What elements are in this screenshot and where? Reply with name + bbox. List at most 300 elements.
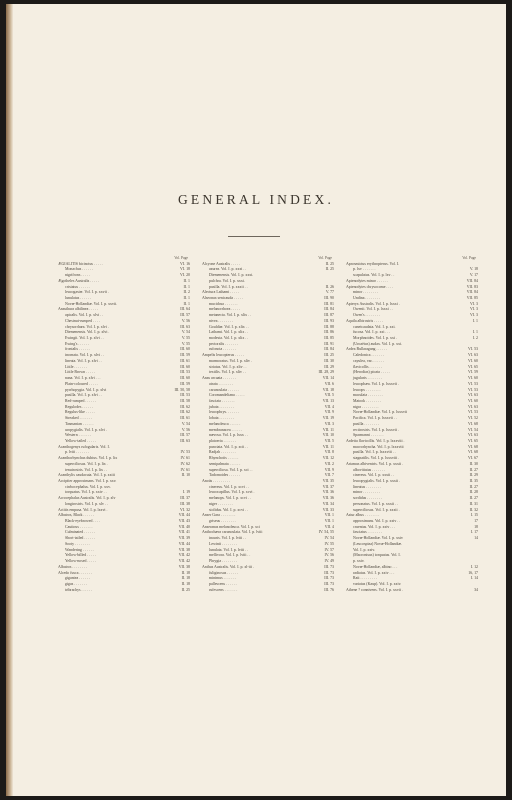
- index-entry-name: Anoüs . . . . . . . . .: [202, 479, 230, 483]
- index-entry-ref: II. 35: [469, 479, 478, 483]
- index-entry-ref: VI. 67: [468, 456, 478, 461]
- index-entry-ref: III. 73: [324, 570, 334, 575]
- index-entry-ref: II. 18: [181, 581, 190, 586]
- index-entry-name: Aptenodytes minor . . . . . .: [346, 278, 388, 283]
- index-entry-ref: I. 12: [470, 564, 478, 569]
- index-entry-name: cruentus. Vol. I. p. xxiv . . .: [353, 524, 396, 529]
- index-entry-ref: VII. 3: [324, 421, 334, 426]
- index-entry-ref: VII. 40: [178, 524, 190, 529]
- index-entry-ref: VII. 42: [178, 553, 190, 558]
- vol-page-header: Vol. Page: [318, 256, 332, 260]
- index-entry-name: (Uroaëtus) audax. Vol. I. p. xxi.: [353, 341, 403, 346]
- index-entry-ref: II. 27: [469, 467, 478, 472]
- index-entry-ref: IV. 54: [324, 536, 334, 541]
- index-entry-ref: VI. 52: [468, 416, 478, 421]
- index-entry-name: jugularis . . . . . . . .: [353, 376, 383, 381]
- index-entry-ref: VII. 41: [178, 530, 190, 535]
- index-entry-name: atrata . . . . . . . .: [209, 381, 234, 386]
- index-entry-name: leucops . . . . . . . .: [353, 387, 381, 392]
- index-entry-ref: VI. 20: [180, 273, 190, 278]
- index-entry-ref: VI. 63: [468, 433, 478, 438]
- index-entry-ref: 34: [474, 587, 478, 592]
- index-entry-name: pallescens . . . . . .: [209, 581, 237, 586]
- index-entry-name: p. lviii . . . . . . .: [65, 450, 89, 455]
- index-entry-ref: V. 55: [181, 341, 190, 346]
- index-entry-ref: VI. 54: [468, 427, 478, 432]
- index-entry-name: Novæ-Hollandiæ. Vol. I. p. xxiv: [353, 536, 404, 541]
- index-entry-ref: VII. 11: [322, 444, 334, 449]
- index-entry-ref: VI. 53: [468, 347, 478, 352]
- index-entry-name: stolidus. Vol. I. p. xcvi . .: [209, 507, 248, 512]
- index-entry-name: Radjah . . . . . . . .: [209, 450, 236, 455]
- index-entry-name: mellivora. Vol. I. p. lviii . .: [209, 553, 251, 558]
- index-entry-ref: II. 10: [181, 473, 190, 478]
- index-entry-ref: VII. 14: [322, 376, 334, 381]
- index-entry-ref: VII. 37: [322, 484, 334, 489]
- index-entry-ref: III. 73: [324, 581, 334, 586]
- index-entry-ref: III. 73: [324, 564, 334, 569]
- index-entry-ref: VI. 65: [468, 438, 478, 443]
- index-entry-ref: II. 2: [183, 290, 190, 295]
- index-entry-ref: III. 50, 58: [174, 387, 190, 392]
- index-entry-ref: V. 77: [325, 290, 334, 295]
- index-entry-name: Plain-coloured . . . . .: [65, 381, 98, 386]
- index-entry-name: cayulea, var. . . . . . .: [353, 358, 385, 363]
- index-entry-name: pusilla. Vol. I. p. lxxxviii . .: [353, 450, 396, 455]
- index-entry-ref: VI. 53: [468, 387, 478, 392]
- book-page: [6, 4, 506, 796]
- index-entry-name: lineatus . . . . . . . .: [353, 484, 381, 489]
- index-entry-ref: III. 61: [180, 358, 190, 363]
- index-entry-name: lunulata. Vol. I. p. lviii . .: [209, 547, 248, 552]
- index-entry-name: Actitis empusa. Vol. I. p. lxxvi .: [58, 507, 108, 512]
- index-entry-name: (Herodias) picata . . . . .: [353, 370, 390, 375]
- index-entry-name: mucidosa . . . . . . .: [209, 301, 238, 306]
- index-entry-ref: VII. 18: [322, 387, 334, 392]
- index-entry-ref: VI. 60: [468, 398, 478, 403]
- index-entry-name: Ardetta flavicollis. Vol. I. p. lxxxviii .: [346, 438, 405, 443]
- index-entry-ref: III. 59: [180, 381, 190, 386]
- index-entry-name: textilis. Vol. I. p. xliv . .: [209, 370, 246, 375]
- index-entry-name: Ampelis leucopterus . . . . .: [202, 353, 244, 358]
- index-entry-name: inauris. Vol. I. p. lviii . .: [209, 536, 247, 541]
- page-binding-edge: [6, 4, 13, 796]
- index-column-1: [58, 256, 190, 593]
- index-entry-name: Acanthorhynchus dubius. Vol. I. p. lix: [58, 456, 118, 461]
- index-entry-name: Caledonica . . . . . . .: [353, 353, 385, 358]
- index-entry-name: approximans. Vol. I. p. xxiv . .: [353, 519, 401, 524]
- index-entry-name: Diemenensis. Vol. I. p. xxxi.: [209, 273, 254, 278]
- index-entry-ref: VI. 53: [468, 381, 478, 386]
- index-entry-ref: III. 29: [324, 364, 334, 369]
- index-entry-ref: VI. 32: [180, 507, 190, 512]
- index-entry-name: Anser Gara . . . . . . . .: [202, 513, 236, 518]
- index-entry-ref: 18: [474, 524, 478, 529]
- index-entry-name: Raii . . . . . . . . .: [353, 576, 377, 581]
- index-entry-ref: II. 1: [183, 278, 190, 283]
- index-entry-name: leucophæa. Vol. I. p. lxxxvii .: [353, 381, 399, 386]
- index-entry-ref: VI. 18: [180, 267, 190, 272]
- index-entry-name: stagnatilis. Vol. I. p. lxxxviii .: [353, 456, 400, 461]
- index-entry-name: Alcedo fusca . . . . . . .: [58, 570, 93, 575]
- index-entry-name: Lewinii . . . . . . . .: [209, 541, 237, 546]
- index-entry-name: flavicollis . . . . . . .: [353, 364, 383, 369]
- index-entry-name: fuliginosus . . . . . .: [209, 570, 238, 575]
- index-entry-name: pusilla . . . . . . . .: [353, 421, 379, 426]
- index-entry-name: membranacea . . . . . .: [209, 427, 243, 432]
- index-entry-ref: VII. 4: [324, 524, 334, 529]
- index-entry-name: Accipiter approximans. Vol. I. p. xxv.: [58, 479, 117, 483]
- index-entry-ref: VI. 3: [470, 313, 478, 318]
- index-entry-name: melanoleuca . . . . . .: [209, 421, 241, 426]
- index-entry-ref: VI. 63: [468, 393, 478, 398]
- index-entry-ref: III. 60: [180, 376, 190, 381]
- index-entry-ref: VII. 5: [324, 438, 334, 443]
- index-entry-name: apicalis. Vol. I. p. xlvi . .: [65, 313, 104, 318]
- index-entry-ref: VI. 59: [468, 370, 478, 375]
- index-entry-name: macrorhyncha. Vol. I. p. lxxxviii: [353, 444, 404, 449]
- index-entry-name: lobata . . . . . . . .: [209, 416, 235, 421]
- index-entry-name: jubata . . . . . . . .: [209, 404, 235, 409]
- index-entry-ref: III. 84: [324, 307, 334, 312]
- index-entry-ref: I. 14: [470, 576, 478, 581]
- index-entry-name: Aptenodytes chrysocome . . . .: [346, 284, 394, 289]
- index-entry-name: Athene ? connivens. Vol. I. p. xxvii .: [346, 587, 403, 592]
- index-entry-ref: III. 87: [324, 313, 334, 318]
- index-entry-ref: V. 55: [181, 336, 190, 341]
- index-entry-ref: III. 57: [180, 313, 190, 318]
- index-entry-ref: III. 81: [324, 301, 334, 306]
- index-entry-name: Acanthogenys rufogularis. Vol. I.: [58, 444, 110, 449]
- index-entry-ref: IV. 49: [324, 559, 334, 564]
- index-entry-name: frontalis . . . . . .: [65, 347, 90, 352]
- index-entry-name: tenuirostris. Vol. I. p. lix . .: [65, 467, 107, 472]
- index-entry-ref: V. 56: [181, 318, 190, 323]
- index-entry-name: Acrocephalus Australis. Vol. I. p. xlv: [58, 496, 116, 501]
- index-entry-ref: I. 2: [472, 336, 478, 341]
- index-entry-ref: VII. 5: [324, 393, 334, 398]
- index-entry-ref: III. 91: [324, 341, 334, 346]
- index-entry-name: personatus. Vol. I. p. xxxii . .: [353, 501, 398, 506]
- index-entry-ref: IV. 53: [180, 450, 190, 455]
- index-entry-name: Lathami. Vol. I. p. xlix . .: [209, 330, 249, 335]
- index-entry-name: punctata. Vol. I. p. xcii . .: [209, 444, 249, 449]
- index-entry-name: torquatus. Vol. I. p. xxiv . .: [65, 490, 107, 495]
- index-entry-ref: VI. 68: [468, 421, 478, 426]
- index-entry-ref: VI. 3: [470, 307, 478, 312]
- index-entry-name: Phrygia . . . . . . . .: [209, 559, 237, 564]
- index-entry-name: cristatus . . . . . .: [65, 284, 90, 289]
- index-entry-ref: II. 26: [325, 284, 334, 289]
- index-entry-ref: VII. 84: [466, 278, 478, 283]
- index-entry-name: rufescens . . . . . . .: [209, 587, 238, 592]
- index-entry-name: pulchra. Vol. I. p. xxxi.: [209, 278, 245, 283]
- index-entry-ref: VII. 36: [322, 496, 334, 501]
- index-entry-ref: II. 25: [325, 267, 334, 272]
- index-entry-ref: IV. 54, 55: [318, 530, 334, 535]
- index-entry-name: melanorrhoea . . . . .: [209, 307, 241, 312]
- index-entry-ref: II. 30: [469, 461, 478, 466]
- index-entry-name: uropygialis. Vol. I. p. xlvi .: [65, 427, 107, 432]
- index-entry-ref: VII. 1: [324, 519, 334, 524]
- index-entry-ref: II. 18: [181, 576, 190, 581]
- index-entry-name: tribrachys . . . . . .: [65, 587, 93, 592]
- index-entry-ref: VII. 9: [324, 410, 334, 415]
- index-entry-name: p. xxiv.: [353, 559, 365, 564]
- index-entry-name: cinereus. Vol. I. p. xxxii . .: [353, 473, 395, 478]
- index-entry-ref: IV. 61: [180, 467, 190, 472]
- index-entry-name: Alectura Lathami . . . . .: [202, 290, 240, 295]
- index-entry-ref: IV. 55: [324, 541, 334, 546]
- index-entry-ref: II. 25: [181, 587, 190, 592]
- index-entry-ref: III. 38: [180, 501, 190, 506]
- index-entry-name: superciliosus. Vol. I. p. xxxii .: [353, 507, 400, 512]
- index-entry-ref: VII. 38: [178, 547, 190, 552]
- index-entry-name: Culminated . . . . . .: [65, 530, 95, 535]
- index-entry-name: Black-eyebrowed . . . .: [65, 519, 101, 524]
- index-entry-name: fasciata . . . . . . .: [209, 398, 235, 403]
- index-entry-name: Matook . . . . . . . .: [353, 398, 381, 403]
- index-entry-name: Gouldiæ. Vol. I. p. xlix . .: [209, 324, 249, 329]
- index-entry-ref: V. 56: [181, 427, 190, 432]
- index-entry-name: modesta. Vol. I. p. xlix . .: [209, 336, 249, 341]
- index-entry-ref: V. 17: [469, 273, 478, 278]
- index-entry-name: Morphnoides. Vol. I. p. xxi .: [353, 336, 397, 341]
- index-entry-ref: II. 31: [469, 501, 478, 506]
- index-entry-name: Sparmanni . . . . . . .: [353, 433, 384, 438]
- index-entry-name: pusilla. Vol. I. p. xxxii . .: [209, 284, 248, 289]
- index-entry-ref: VI. 68: [468, 450, 478, 455]
- index-entry-name: rufonota . . . . . . .: [209, 347, 236, 352]
- index-entry-ref: IV. 61: [180, 456, 190, 461]
- index-entry-name: Tasmanian . . . . . .: [65, 421, 94, 426]
- index-entry-ref: III. 30: [324, 358, 334, 363]
- index-entry-ref: VII. 7: [324, 473, 334, 478]
- index-entry-name: Pacifica. Vol. I. p. lxxxvii . .: [353, 416, 397, 421]
- index-entry-name: Anthus Australis. Vol. I. p. xl-iii .: [202, 564, 254, 569]
- index-entry-name: chrysorrhœa. Vol. I. p. xlvi .: [65, 324, 109, 329]
- index-entry-name: gigas . . . . . . .: [65, 581, 87, 586]
- index-entry-name: Coromandeliana . . . . .: [209, 393, 245, 398]
- index-entry-ref: VI. 60: [468, 376, 478, 381]
- index-entry-ref: VII. 85: [466, 296, 478, 300]
- index-entry-name: pectoralis . . . . . . .: [209, 341, 238, 346]
- index-entry-name: azurea. Vol. I. p. xxxi . .: [209, 267, 247, 272]
- index-entry: [202, 588, 334, 594]
- index-entry-ref: VII. 13: [322, 398, 334, 403]
- index-entry-name: Astur albus . . . . . . . .: [346, 513, 380, 518]
- index-entry-ref: VII. 6: [324, 381, 334, 386]
- index-entry-ref: III. 90: [324, 296, 334, 300]
- index-entry-name: nivea . . . . . . . .: [209, 318, 233, 323]
- index-entry-ref: V. 54: [181, 330, 190, 335]
- index-entry-ref: VII. 2: [324, 461, 334, 466]
- index-entry-name: melanops. Vol. I. p. xcvi . .: [209, 496, 251, 501]
- index-entry-name: superciliosa. Vol. I. p. xci . .: [209, 467, 253, 472]
- index-entry-name: longirostris. Vol. I. p. xlv . .: [65, 501, 108, 506]
- index-entry-name: Sooty . . . . . . . .: [65, 541, 90, 546]
- index-entry-name: Red-rumped . . . . . .: [65, 398, 97, 403]
- index-entry-ref: VII. 43: [178, 519, 190, 524]
- index-entry-ref: VII. 84: [466, 290, 478, 295]
- index-entry-name: Streaked . . . . . . .: [65, 416, 93, 421]
- index-entry-ref: 17: [474, 519, 478, 524]
- index-entry-ref: III. 63: [180, 438, 190, 443]
- index-entry-ref: VII. 19: [322, 416, 334, 421]
- index-entry-name: marmoratus. Vol. I. p. xliv .: [209, 358, 252, 363]
- index-entry-name: gigantea . . . . . .: [65, 576, 90, 581]
- index-entry-ref: VI. 63: [468, 353, 478, 358]
- index-entry: [58, 588, 190, 594]
- index-entry-ref: VI. 16: [180, 261, 190, 266]
- index-entry-name: cinereus. Vol. I. p. xcvi . .: [209, 484, 249, 489]
- index-entry-name: Novæ-Hollandiæ, albino . . .: [353, 564, 398, 569]
- index-entry-ref: VII. 9: [324, 467, 334, 472]
- index-entry: [346, 588, 478, 594]
- index-entry-ref: III. 86: [324, 330, 334, 335]
- index-entry-ref: III. 60: [180, 347, 190, 352]
- index-entry-name: leucocapillus. Vol. I. p. xcvi .: [209, 490, 255, 495]
- index-entry-name: lineata. Vol. I. p. xlvi . .: [65, 358, 102, 363]
- index-entry-ref: IV. 62: [180, 461, 190, 466]
- index-entry-ref: I. 17: [470, 530, 478, 535]
- index-entry-ref: III. 85: [324, 336, 334, 341]
- index-entry-name: striatus. Vol. I. p. xliv . .: [209, 364, 247, 369]
- index-entry-name: Regulus-like . . . . .: [65, 410, 95, 415]
- index-entry-ref: VI. 53: [468, 410, 478, 415]
- index-entry-ref: III. 53: [180, 370, 190, 375]
- index-entry-name: (Macronisus) torquatus. Vol. I.: [353, 553, 401, 558]
- page-title: GENERAL INDEX.: [177, 192, 335, 207]
- index-column-2: [202, 256, 334, 593]
- index-entry-name: lunulatus . . . . . .: [65, 296, 91, 300]
- index-entry-name: fasciatus . . . . . . . .: [353, 530, 383, 535]
- index-entry-ref: V. 54: [181, 421, 190, 426]
- index-entry-name: Ardea Bullaragang . . . . . .: [346, 347, 388, 352]
- index-entry-name: Yellow-billed . . . . .: [65, 553, 96, 558]
- index-entry-name: Anasthura albilinea . . . . .: [58, 307, 99, 312]
- index-entry-name: Rhynchotis . . . . . .: [209, 456, 239, 461]
- index-entry-name: Wandering . . . . . .: [65, 547, 94, 552]
- index-entry-ref: II. 28: [469, 490, 478, 495]
- index-entry-ref: VII. 42: [178, 559, 190, 564]
- index-entry-ref: III. 37: [180, 496, 190, 501]
- index-entry-ref: II. 29: [469, 473, 478, 478]
- index-entry-name: Monachus . . . . . .: [65, 267, 93, 272]
- index-entry-name: Undina . . . . . . . .: [353, 296, 381, 300]
- index-entry-name: minor . . . . . . . . .: [353, 490, 380, 495]
- index-entry-ref: VII. 12: [322, 456, 334, 461]
- index-entry-name: leucogaster. Vol. I. p. xxvii .: [65, 290, 109, 295]
- index-entry-name: niger . . . . . . . .: [209, 501, 233, 506]
- index-entry-ref: III. 61: [180, 416, 190, 421]
- index-entry-ref: III. 73: [324, 576, 334, 581]
- index-entry-name: ÆGIALITIS bicinctus . . . . .: [58, 261, 103, 266]
- index-entry-ref: VI. 60: [468, 358, 478, 363]
- index-entry-name: Tadornoides . . . . . .: [209, 473, 240, 478]
- index-entry-name: Little . . . . . . .: [65, 364, 88, 369]
- index-entry-name: Aprosmictus erythropterus. Vol. I.: [346, 261, 400, 266]
- index-entry-name: albovittatus . . . . . . .: [353, 467, 385, 472]
- index-entry-name: semipalmata . . . . . .: [209, 461, 241, 466]
- index-entry-name: Owen's . . . . . . . .: [353, 313, 381, 318]
- index-entry-ref: III. 28, 29: [318, 370, 334, 375]
- index-entry-name: leucopygialis. Vol. I. p. xxxii .: [353, 479, 400, 483]
- index-entry-ref: I. 19: [182, 490, 190, 495]
- index-entry-name: Yellow-tailed . . . . .: [65, 438, 96, 443]
- index-entry-name: superciliosus. Vol. I. p. lix .: [65, 461, 108, 466]
- index-entry-ref: I. 1: [472, 318, 478, 323]
- index-entry-ref: VII. 4: [324, 404, 334, 409]
- index-entry-name: Apteryx Australis. Vol. I. p. lxxxi .: [346, 301, 400, 306]
- index-entry-name: Diemenensis. Vol. I. p. xlvi .: [65, 330, 110, 335]
- index-entry-name: Novæ-Hollandiæ. Vol. I. p. lxxxvii: [353, 410, 408, 415]
- index-entry-name: nigra . . . . . . . . .: [353, 404, 379, 409]
- index-entry-name: variatus (Kaup). Vol. I. p. xxiv.: [353, 581, 402, 586]
- index-entry-ref: VII. 44: [178, 513, 190, 518]
- index-entry-ref: III. 63: [180, 324, 190, 329]
- index-entry-name: Alcyone Australis . . . . .: [202, 261, 240, 266]
- index-entry-ref: III. 62: [180, 410, 190, 415]
- index-entry-ref: III. 57: [180, 433, 190, 438]
- index-entry-ref: VII. 36: [322, 490, 334, 495]
- index-entry-ref: IV. 56: [324, 553, 334, 558]
- index-entry-name: Aquila albirostris . . . . .: [346, 318, 383, 323]
- index-entry-name: radiatus. Vol. I. p. xxiv . . .: [353, 570, 395, 575]
- index-entry-name: maculata . . . . . . . .: [353, 393, 383, 398]
- index-entry-ref: VI. 68: [468, 444, 478, 449]
- index-entry-name: Western . . . . . . .: [65, 433, 92, 438]
- index-entry-name: Ewingii. Vol. I. p. xlvi . .: [65, 336, 104, 341]
- index-column-3: [346, 256, 478, 593]
- index-entry-ref: 16, 17: [468, 570, 478, 575]
- index-entry-name: Anthochæra carunculata. Vol. I. p. lviii: [202, 530, 263, 535]
- index-entry-name: leucophrys. . . . . . .: [209, 410, 239, 415]
- index-entry-name: Little Brown . . . . .: [65, 370, 95, 375]
- index-entry-name: pusilla. Vol. I. p. xlvi . .: [65, 393, 102, 398]
- index-entry-ref: VII. 10: [322, 433, 334, 438]
- index-entry-ref: VII. 11: [322, 427, 334, 432]
- index-entry-name: nævosa. Vol. I. p. lxxx . .: [209, 433, 248, 438]
- index-entry-name: Ewing's . . . . . .: [65, 341, 90, 346]
- index-entry-name: Vol. I. p. xxiv.: [353, 547, 376, 552]
- index-entry-name: Regulodes . . . . . .: [65, 404, 94, 409]
- index-entry-ref: VI. 63: [468, 404, 478, 409]
- index-entry-name: Chestnut-rumped . . . .: [65, 318, 100, 323]
- index-entry-ref: VII. 35: [322, 479, 334, 483]
- index-entry-ref: III. 88: [324, 324, 334, 329]
- index-entry-name: inornata. Vol. I. p. xlvi . .: [65, 353, 104, 358]
- index-entry-name: Acanthylis caudacuta. Vol. I. p. xxiii: [58, 473, 115, 478]
- index-entry-name: cuneicaudata. Vol. I. p. xxi.: [353, 324, 396, 329]
- index-entry-ref: III. 53: [180, 393, 190, 398]
- index-entry-name: Ægotheles Australis . . . . .: [58, 278, 99, 283]
- index-entry-ref: III. 62: [180, 404, 190, 409]
- index-entry-ref: II. 1: [183, 296, 190, 300]
- index-entry-name: minimus . . . . . . .: [209, 576, 237, 581]
- index-entry-name: platoeria . . . . . . .: [209, 438, 237, 443]
- index-entry-ref: VII. 34: [322, 501, 334, 506]
- vol-page-header: Vol. Page: [174, 256, 188, 260]
- vol-page-header: Vol. Page: [462, 256, 476, 260]
- index-entry-ref: III. 84: [324, 347, 334, 352]
- index-entry-ref: VII. 8: [324, 450, 334, 455]
- index-entry-name: Alseonax senicauda . . . . .: [202, 296, 243, 300]
- index-entry-ref: III. 60: [180, 364, 190, 369]
- index-entry-ref: VII. 1: [324, 513, 334, 518]
- index-entry-ref: VII. 44: [178, 541, 190, 546]
- index-entry-ref: VII. 33: [322, 507, 334, 512]
